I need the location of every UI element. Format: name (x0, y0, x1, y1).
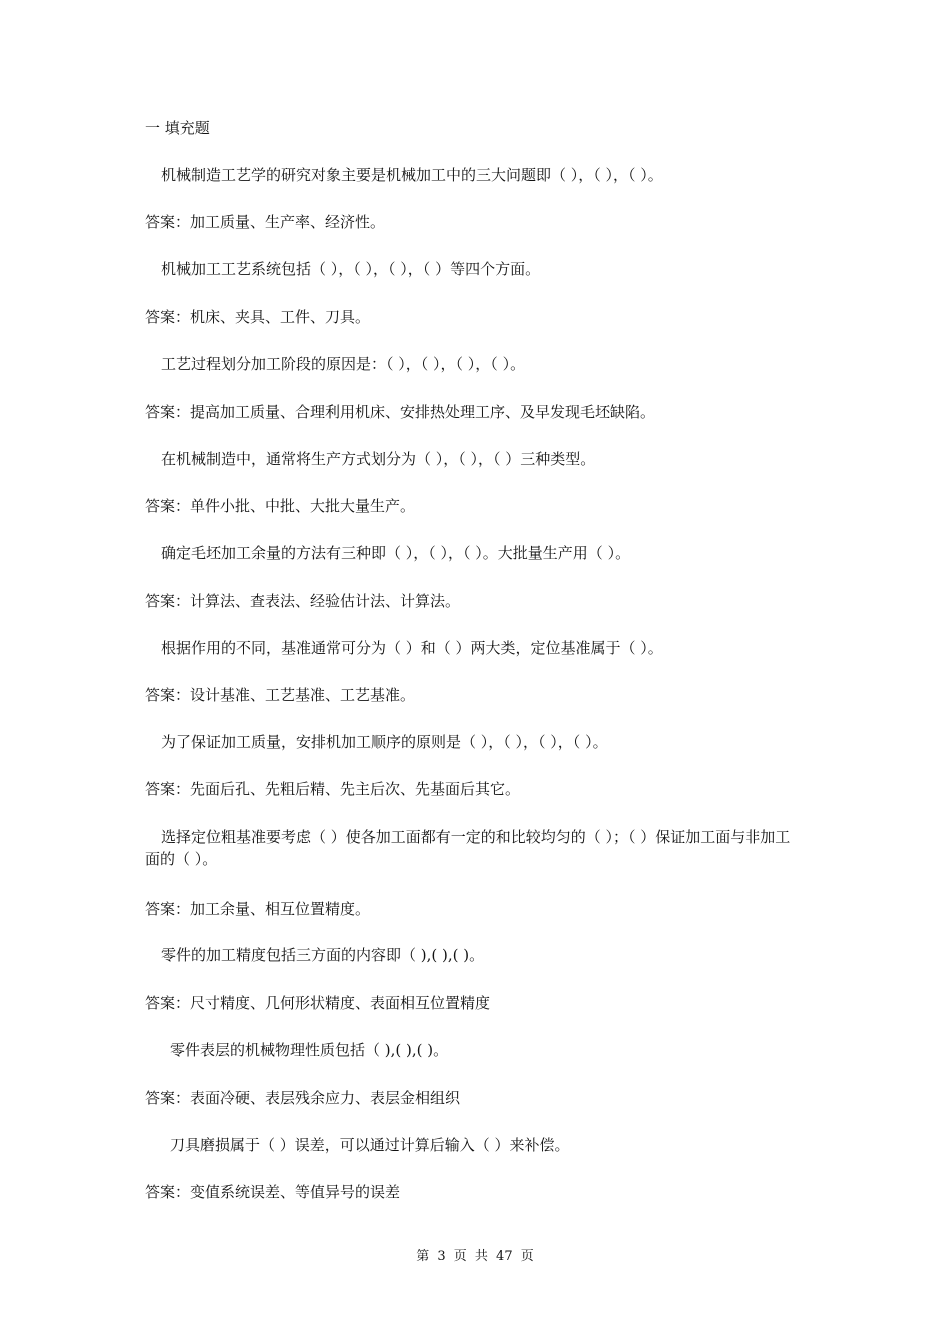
answer-2: 答案：机床、夹具、工件、刀具。 (145, 308, 371, 326)
answer-8: 答案：加工余量、相互位置精度。 (145, 900, 371, 918)
question-5: 确定毛坯加工余量的方法有三种即（ ），（ ），（ ）。大批量生产用（ ）。 (161, 544, 631, 562)
question-11: 刀具磨损属于（ ）误差，可以通过计算后输入（ ）来补偿。 (170, 1136, 570, 1154)
answer-1: 答案：加工质量、生产率、经济性。 (145, 213, 386, 231)
question-4: 在机械制造中，通常将生产方式划分为（ ），（ ），（ ）三种类型。 (161, 450, 596, 468)
question-7: 为了保证加工质量，安排机加工顺序的原则是（ ），（ ），（ ），（ ）。 (161, 733, 608, 751)
page-footer: 第 3 页 共 47 页 (416, 1249, 534, 1264)
section-title: 一 填充题 (145, 119, 210, 137)
question-8: 选择定位粗基准要考虑（ ）使各加工面都有一定的和比较均匀的（ ）；（ ）保证加工面与非加工面的（ ）。 (145, 828, 791, 868)
question-10: 零件表层的机械物理性质包括（ ),( ),( )。 (170, 1041, 449, 1059)
question-2: 机械加工工艺系统包括（ ），（ ），（ ），（ ）等四个方面。 (161, 260, 541, 278)
answer-4: 答案：单件小批、中批、大批大量生产。 (145, 497, 416, 515)
question-1: 机械制造工艺学的研究对象主要是机械加工中的三大问题即（ ），（ ），（ ）。 (161, 166, 663, 184)
answer-7: 答案：先面后孔、先粗后精、先主后次、先基面后其它。 (145, 780, 521, 798)
question-6: 根据作用的不同，基准通常可分为（ ）和（ ）两大类，定位基准属于（ ）。 (161, 639, 663, 657)
answer-6: 答案：设计基准、工艺基准、工艺基准。 (145, 686, 416, 704)
answer-11: 答案：变值系统误差、等值异号的误差 (145, 1183, 401, 1201)
answer-9: 答案：尺寸精度、几何形状精度、表面相互位置精度 (145, 994, 491, 1012)
answer-5: 答案：计算法、查表法、经验估计法、计算法。 (145, 592, 461, 610)
answer-3: 答案：提高加工质量、合理利用机床、安排热处理工序、及早发现毛坯缺陷。 (145, 403, 656, 421)
question-9: 零件的加工精度包括三方面的内容即（ ),( ),( )。 (161, 946, 485, 964)
answer-10: 答案：表面冷硬、表层残余应力、表层金相组织 (145, 1089, 461, 1107)
question-3: 工艺过程划分加工阶段的原因是：（ ），（ ），（ ），（ ）。 (161, 355, 526, 373)
